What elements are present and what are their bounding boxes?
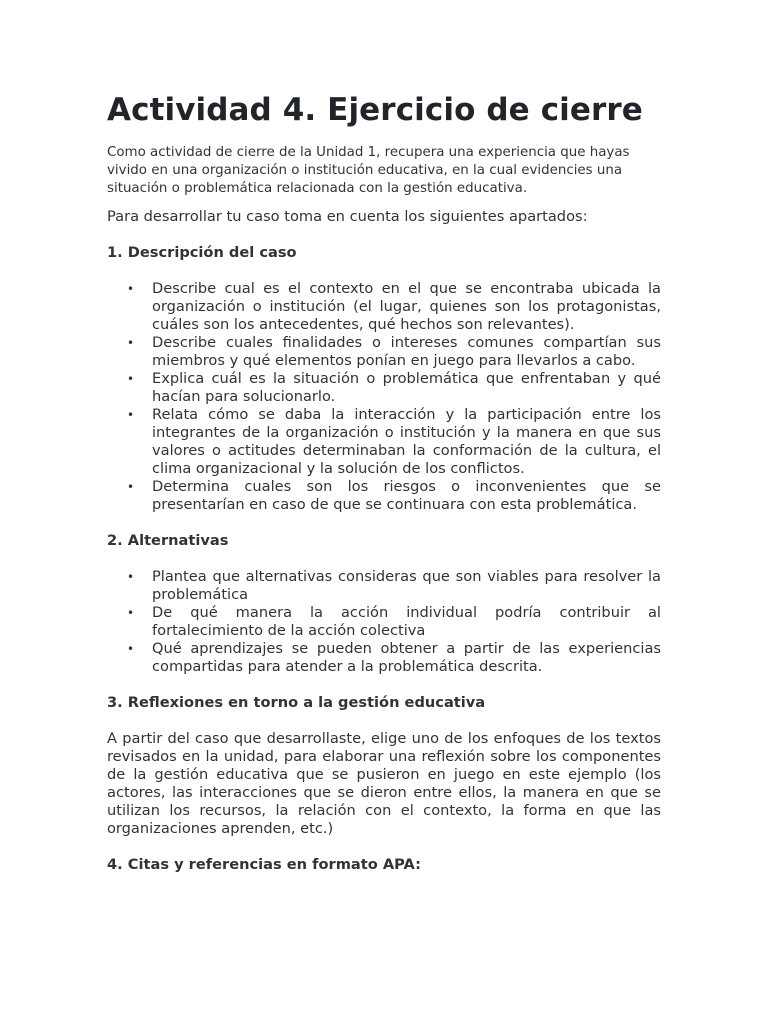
- list-alternativas: [107, 568, 661, 676]
- bullet-icon: •: [127, 336, 135, 350]
- list-item: • Qué aprendizajes se pueden obtener a partir de las experiencias compartidas para atender a la problemática descrita.: [127, 640, 661, 675]
- section-title-alternativas: 2. Alternativas: [107, 532, 229, 549]
- list-item: • Determina cuales son los riesgos o inconvenientes que se presentarían en caso de que se continuara con esta problemática.: [127, 478, 661, 513]
- bullet-icon: •: [127, 480, 135, 494]
- page-title: Actividad 4. Ejercicio de cierre: [107, 92, 643, 128]
- bullet-icon: •: [127, 372, 135, 386]
- section-title-reflexiones: 3. Reflexiones en torno a la gestión educativa: [107, 694, 486, 711]
- section-title-citas: 4. Citas y referencias en formato APA:: [107, 856, 421, 873]
- bullet-icon: •: [127, 570, 135, 584]
- list-item: • Relata cómo se daba la interacción y la participación entre los integrantes de la organización o institución y la manera en que sus valores o actitudes determinaban la conformación de la cultura, el clima organizacional y la solución de los conflictos.: [127, 406, 661, 477]
- bullet-icon: •: [127, 282, 135, 296]
- intro-paragraph: Como actividad de cierre de la Unidad 1, recupera una experiencia que hayas vivido en una organización o institución educativa, en la cual evidencies una situación o problemática relacionada con la gestión educativa.: [107, 145, 630, 196]
- list-item: • Describe cuales finalidades o intereses comunes compartían sus miembros y qué elementos ponían en juego para llevarlos a cabo.: [127, 334, 661, 369]
- list-item: • Explica cuál es la situación o problemática que enfrentaban y qué hacían para solucionarlo.: [127, 370, 661, 405]
- list-item: • De qué manera la acción individual podría contribuir al fortalecimiento de la acción colectiva: [127, 604, 661, 639]
- bullet-icon: •: [127, 408, 135, 422]
- list-item: • Plantea que alternativas consideras que son viables para resolver la problemática: [127, 568, 661, 603]
- reflexiones-paragraph: A partir del caso que desarrollaste, elige uno de los enfoques de los textos revisados en la unidad, para elaborar una reflexión sobre los componentes de la gestión educativa que se pusieron en juego en este ejemplo (los actores, las interacciones que se dieron entre ellos, la manera en que se utilizan los recursos, la relación con el contexto, la forma en que las organizaciones aprenden, etc.): [107, 730, 661, 837]
- list-item: • Describe cual es el contexto en el que se encontraba ubicada la organización o institución (el lugar, quienes son los protagonistas, cuáles son los antecedentes, qué hechos son relevantes).: [127, 280, 661, 333]
- section-title-descripcion: 1. Descripción del caso: [107, 244, 297, 261]
- lead-paragraph: Para desarrollar tu caso toma en cuenta los siguientes apartados:: [107, 208, 588, 225]
- bullet-icon: •: [127, 606, 135, 620]
- document-page: [107, 88, 661, 874]
- bullet-icon: •: [127, 642, 135, 656]
- list-descripcion: [107, 280, 661, 514]
